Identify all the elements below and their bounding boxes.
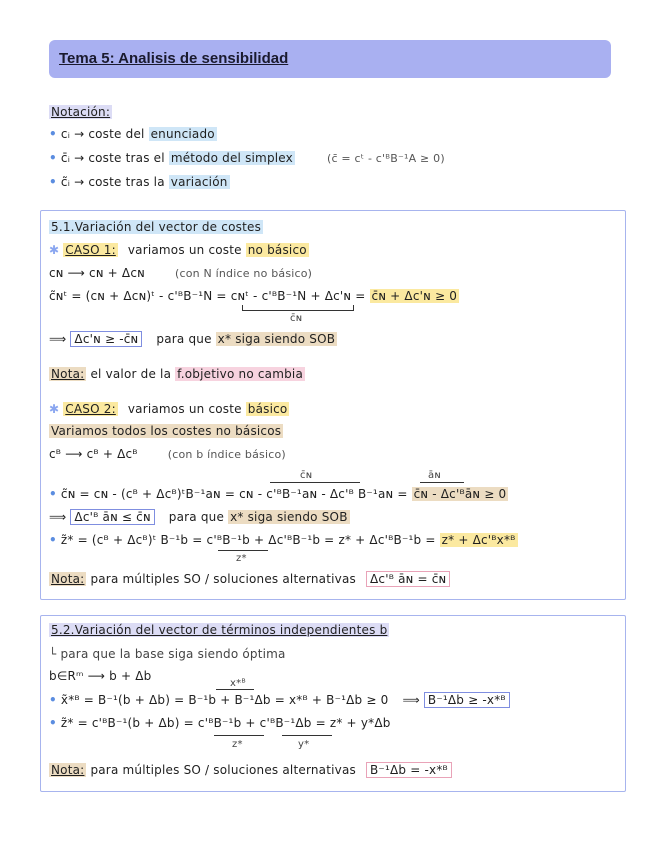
- boxed-condition: Δc'ᴮ āɴ ≤ c̄ɴ: [70, 509, 154, 525]
- overbrace-label: x*ᴮ: [230, 678, 246, 689]
- case2-label: CASO 2:: [65, 402, 116, 416]
- notation-item-2: [49, 150, 445, 167]
- underline-label-2: y*: [298, 739, 310, 750]
- notation-symbol: c̄ᵢ: [60, 151, 71, 165]
- bullet-icon: •: [49, 533, 57, 547]
- notation-formula: (c̄ = cᵗ - c'ᴮB⁻¹A ≥ 0): [327, 152, 445, 165]
- bullet-icon: •: [49, 175, 57, 189]
- case2-objective: • z̃* = (cᴮ + Δcᴮ)ᵗ B⁻¹b = c'ᴮB⁻¹b + Δc'ᴮB⁻¹b = z* + Δc'ᴮB⁻¹b = z* + Δc'ᴮx*ᴮ: [49, 533, 516, 547]
- section2-formula: • x̃*ᴮ = B⁻¹(b + Δb) = B⁻¹b + B⁻¹Δb = x*ᴮ + B⁻¹Δb ≥ 0 ⟹ B⁻¹Δb ≥ -x*ᴮ: [49, 692, 510, 708]
- bullet-icon: •: [49, 487, 57, 501]
- underline: [214, 735, 264, 736]
- boxed-condition: Δc'ᴮ āɴ = c̄ɴ: [366, 571, 450, 587]
- overline: [270, 482, 360, 483]
- bullet-icon: •: [49, 151, 57, 165]
- notation-text: → coste del: [74, 127, 145, 141]
- case1-variation: cɴ ⟶ cɴ + Δcɴ (con N índice no básico): [49, 266, 313, 280]
- case2-formula: • c̃ɴ = cɴ - (cᴮ + Δcᴮ)ᵗB⁻¹aɴ = cɴ - c'ᴮB⁻¹aɴ - Δc'ᴮ B⁻¹aɴ = c̄ɴ - Δc'ᴮāɴ ≥ 0: [49, 487, 507, 501]
- page-title: Tema 5: Analisis de sensibilidad: [59, 50, 289, 67]
- section2-variation: b∈Rᵐ ⟶ b + Δb: [49, 669, 152, 683]
- case2-condition: ⟹ Δc'ᴮ āɴ ≤ c̄ɴ para que x* siga siendo SOB: [49, 510, 348, 524]
- notation-highlight: variación: [170, 175, 228, 189]
- boxed-condition: B⁻¹Δb = -x*ᴮ: [366, 762, 452, 778]
- bullet-icon: •: [49, 127, 57, 141]
- case2-all-costs: Variamos todos los costes no básicos: [51, 424, 282, 438]
- bullet-icon: •: [49, 716, 57, 730]
- section2-nota: Nota: para múltiples SO / soluciones alternativas B⁻¹Δb = -x*ᴮ: [49, 762, 452, 778]
- overbrace-label-1: c̄ɴ: [300, 470, 313, 481]
- underline-label: z*: [236, 553, 247, 564]
- nota1: Nota: el valor de la f.objetivo no cambia: [51, 367, 304, 381]
- star-icon: ✱: [49, 402, 60, 416]
- boxed-condition: Δc'ɴ ≥ -c̄ɴ: [70, 331, 142, 347]
- case1-line: ✱ CASO 1: variamos un coste no básico: [49, 243, 307, 257]
- section1-heading: 5.1.Variación del vector de costes: [51, 220, 262, 234]
- case1-label: CASO 1:: [65, 243, 116, 257]
- notation-text: → coste tras el: [74, 151, 165, 165]
- case1-condition: ⟹ Δc'ɴ ≥ -c̄ɴ para que x* siga siendo SOB: [49, 332, 336, 346]
- underline-label-1: z*: [232, 739, 243, 750]
- section2-objective: • z̃* = c'ᴮB⁻¹(b + Δb) = c'ᴮB⁻¹b + c'ᴮB⁻¹Δb = z* + y*Δb: [49, 716, 391, 730]
- notation-item-1: [49, 126, 217, 142]
- bullet-icon: •: [49, 693, 57, 707]
- case2-variation: cᴮ ⟶ cᴮ + Δcᴮ (con b índice básico): [49, 447, 286, 461]
- star-icon: ✱: [49, 243, 60, 257]
- notation-heading: Notación:: [51, 105, 111, 119]
- underline: [282, 735, 332, 736]
- section2-sub: └ para que la base siga siendo óptima: [49, 647, 286, 661]
- case1-formula: c̃ɴᵗ = (cɴ + Δcɴ)ᵗ - c'ᴮB⁻¹N = cɴᵗ - c'ᴮB⁻¹N + Δc'ɴ = c̄ɴ + Δc'ɴ ≥ 0: [49, 289, 458, 303]
- notation-symbol: cᵢ: [60, 127, 71, 141]
- notation-symbol: c̃ᵢ: [60, 175, 71, 189]
- overline: [420, 482, 464, 483]
- notation-highlight: enunciado: [150, 127, 215, 141]
- notation-highlight: método del simplex: [170, 151, 293, 165]
- notation-text: → coste tras la: [74, 175, 165, 189]
- title-bar: [49, 40, 611, 78]
- boxed-condition: B⁻¹Δb ≥ -x*ᴮ: [424, 692, 510, 708]
- case2-line: ✱ CASO 2: variamos un coste básico: [49, 402, 288, 416]
- notation-item-3: [49, 174, 230, 190]
- underbrace-label: c̄ɴ: [290, 313, 303, 324]
- section2-heading: 5.2.Variación del vector de términos independientes b: [51, 623, 388, 637]
- nota2: Nota: para múltiples SO / soluciones alternativas Δc'ᴮ āɴ = c̄ɴ: [49, 571, 450, 587]
- overline: [216, 689, 254, 690]
- overbrace-label-2: āɴ: [428, 470, 441, 481]
